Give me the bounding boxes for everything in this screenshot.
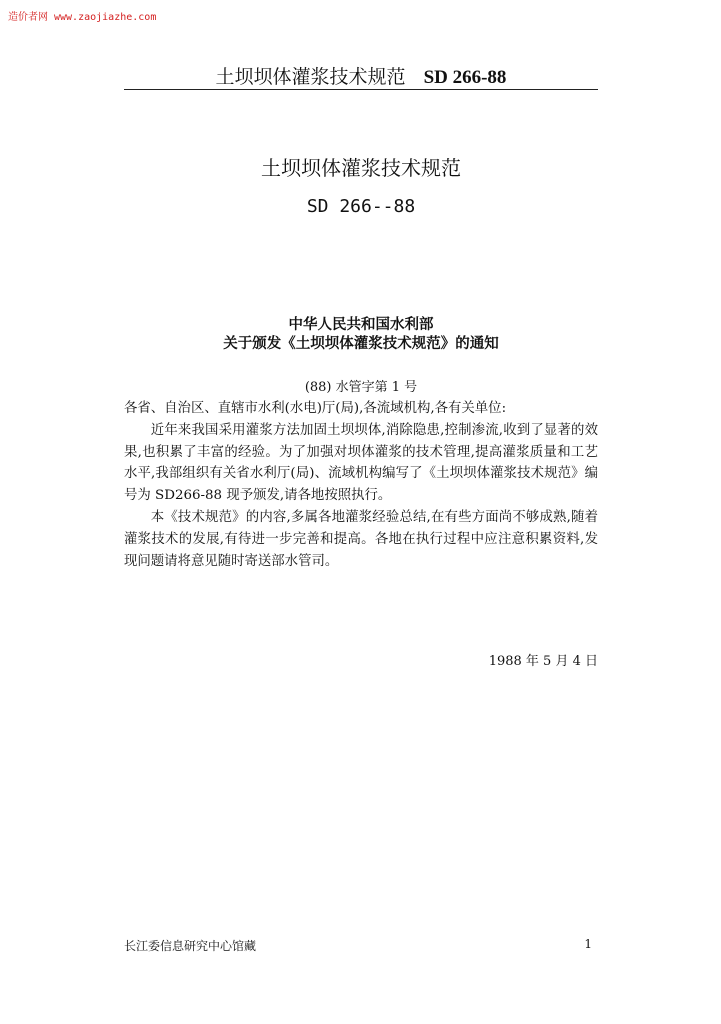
document-title: 土坝坝体灌浆技术规范: [261, 156, 461, 180]
notice-title: 关于颁发《土坝坝体灌浆技术规范》的通知: [223, 336, 499, 352]
notice-issuer: 中华人民共和国水利部: [288, 317, 434, 333]
running-header-code: SD 266-88: [423, 67, 507, 88]
notice-paragraph: 近年来我国采用灌浆方法加固土坝坝体,消除隐患,控制渗流,收到了显著的效果,也积累了丰富的经验。为了加强对坝体灌浆的技术管理,提高灌浆质量和工艺水平,我部组织有关省水利厅(局)、流域机构编写了《土坝坝体灌浆技术规范》编号为 SD266-88 现予颁发,请各地按照执行。: [124, 422, 598, 504]
notice-paragraph: 本《技术规范》的内容,多属各地灌浆经验总结,在有些方面尚不够成熟,随着灌浆技术的发展,有待进一步完善和提高。各地在执行过程中应注意积累资料,发现问题请将意见随时寄送部水管司。: [124, 509, 598, 569]
footer-collection: 长江委信息研究中心馆藏: [124, 939, 257, 953]
running-header-title: 土坝坝体灌浆技术规范: [215, 66, 406, 88]
notice-body: [124, 398, 598, 572]
running-header: [124, 62, 598, 89]
watermark-url[interactable]: www.zaojiazhe.com: [54, 12, 157, 23]
watermark-site-name: 造价者网: [8, 12, 48, 23]
notice-salutation: 各省、自治区、直辖市水利(水电)厅(局),各流域机构,各有关单位:: [124, 401, 507, 416]
notice-number: (88) 水管字第 1 号: [304, 380, 418, 395]
watermark: [8, 8, 156, 23]
page-number: 1: [584, 937, 592, 951]
document-code: SD 266--88: [306, 196, 416, 217]
notice-date: 1988 年 5 月 4 日: [488, 654, 598, 669]
header-divider: [124, 89, 598, 90]
